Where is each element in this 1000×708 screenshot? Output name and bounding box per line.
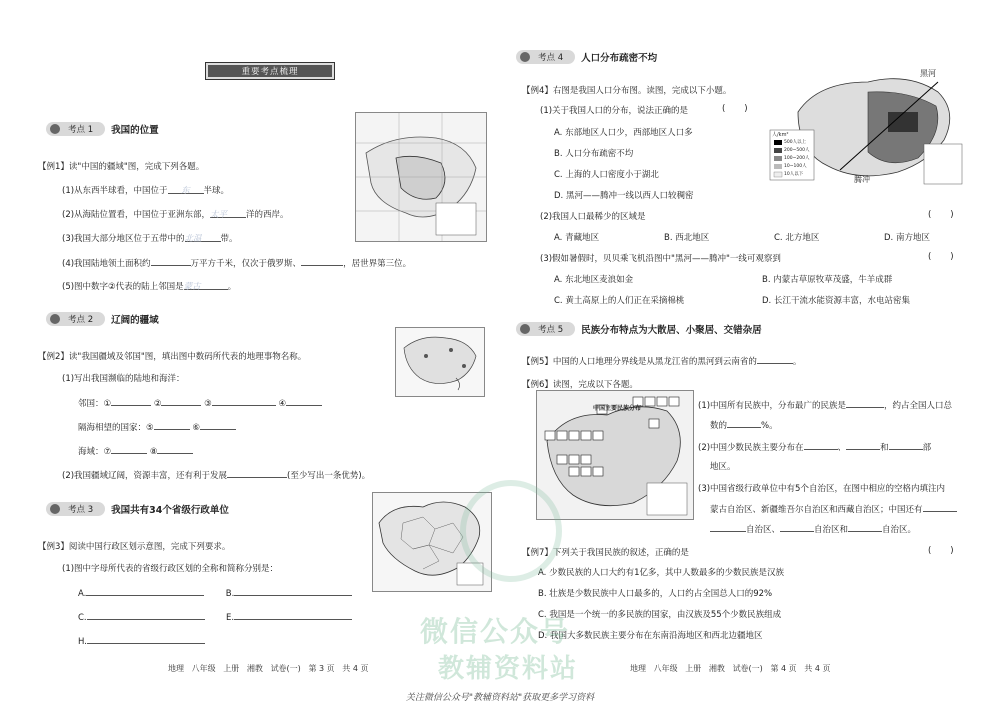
ex7-optD[interactable]: D. 我国大多数民族主要分布在东南沿海地区和西北边疆地区 xyxy=(538,631,763,641)
ex4-q3-optD[interactable]: D. 长江干流水能资源丰富，水电站密集 xyxy=(762,296,910,306)
ex6-q2-blank3[interactable] xyxy=(889,440,923,450)
ex4-q1: (1)关于我国人口的分布，说法正确的是 xyxy=(540,106,689,116)
ex6-q3-line3: 自治区、 自治区和 自治区。 xyxy=(710,522,916,535)
ex2-blank-7[interactable] xyxy=(111,444,147,454)
ex6-q3-blank3[interactable] xyxy=(780,522,814,532)
ex6-q3-line2: 蒙古自治区、新疆维吾尔自治区和西藏自治区；中国还有 xyxy=(710,502,957,515)
kp1-title: 我国的位置 xyxy=(111,125,159,136)
watermark-line2: 教辅资料站 xyxy=(438,654,579,684)
ex3-heading: 【例3】阅读中国行政区划示意图，完成下列要求。 xyxy=(38,542,231,552)
kp2-title: 辽阔的疆域 xyxy=(111,315,159,326)
kp3-title: 我国共有34个省级行政单位 xyxy=(111,505,229,516)
ex4-q3-optA[interactable]: A. 东北地区麦浪如金 xyxy=(554,275,634,285)
ex2-blank-3[interactable] xyxy=(212,396,276,406)
ex6-q2-blank2[interactable] xyxy=(846,440,880,450)
ex6-q2: (2)中国少数民族主要分布在 、 和 部 xyxy=(698,440,931,453)
kp2-label: 考点 2 xyxy=(46,312,105,326)
ex1-q4: (4)我国陆地领土面积约 万平方千米，仅次于俄罗斯、 ，居世界第三位。 xyxy=(62,256,411,269)
ex1-q3-blank[interactable]: 北温 xyxy=(185,232,221,242)
ex6-q1: (1)中国所有民族中，分布最广的民族是 ，约占全国人口总 xyxy=(698,398,952,411)
ex1-q4-blank1[interactable] xyxy=(151,256,191,266)
ex4-q2-optB[interactable]: B. 西北地区 xyxy=(664,233,710,243)
map-label-tengchong: 腾冲 xyxy=(854,175,870,184)
ex4-q1-paren[interactable]: ( ) xyxy=(722,104,748,114)
ex2-blank-8[interactable] xyxy=(157,444,193,454)
left-footer: 地理 八年级 上册 湘教 试卷(一) 第 3 页 共 4 页 xyxy=(168,664,369,673)
kp5-label: 考点 5 xyxy=(516,322,575,336)
ex4-q1-optB[interactable]: B. 人口分布疏密不均 xyxy=(554,149,634,159)
ex6-q3-blank1[interactable] xyxy=(923,502,957,512)
ex1-q5-blank[interactable]: 蒙古 xyxy=(184,280,228,290)
ex6-q3-blank4[interactable] xyxy=(848,522,882,532)
kp3-label: 考点 3 xyxy=(46,502,105,516)
ex2-q2-blank[interactable] xyxy=(227,468,287,478)
ex2-heading: 【例2】读"我国疆域及邻国"图，填出图中数码所代表的地理事物名称。 xyxy=(38,352,307,362)
kp4-title: 人口分布疏密不均 xyxy=(581,53,658,64)
ex4-q3-paren[interactable]: ( ) xyxy=(928,252,954,262)
ex3-q1: (1)图中字母所代表的省级行政区划的全称和简称分别是： xyxy=(62,564,279,574)
ex3-blank-H[interactable] xyxy=(87,634,205,644)
kp5-header xyxy=(516,322,762,336)
ex1-q4-blank2[interactable] xyxy=(301,256,343,266)
ex6-q2-cont: 地区。 xyxy=(710,462,736,472)
ex1-q1: (1)从东西半球看，中国位于 东 半球。 xyxy=(62,186,230,196)
ex4-q1-optC[interactable]: C. 上海的人口密度小于湖北 xyxy=(554,170,659,180)
ex7-heading: 【例7】下列关于我国民族的叙述，正确的是 xyxy=(522,548,689,558)
watermark-line1: 微信公众号 xyxy=(420,615,571,648)
ex4-q2-optC[interactable]: C. 北方地区 xyxy=(774,233,820,243)
ex1-heading: 【例1】读"中国的疆域"图，完成下列各题。 xyxy=(38,162,205,172)
kp4-header xyxy=(516,50,657,64)
population-map xyxy=(768,62,968,190)
ex4-heading: 【例4】右图是我国人口分布图。读图，完成以下小题。 xyxy=(522,86,732,96)
ex2-blank-6[interactable] xyxy=(200,420,236,430)
ex6-q3: (3)中国省级行政单位中有5个自治区，在图中相应的空格内填注内 xyxy=(698,484,945,494)
map-label-heihe: 黑河 xyxy=(920,69,936,78)
ex4-q1-optA[interactable]: A. 东部地区人口少，西部地区人口多 xyxy=(554,128,693,138)
kp5-title: 民族分布特点为大散居、小聚居、交错杂居 xyxy=(581,325,762,336)
ex3-row-AB: A. B. xyxy=(78,586,352,599)
ex3-blank-C[interactable] xyxy=(87,610,205,620)
ex4-q3-optB[interactable]: B. 内蒙古草原牧草茂盛，牛羊成群 xyxy=(762,275,893,285)
ex2-q2: (2)我国疆域辽阔，资源丰富，还有利于发展 (至少写出一条优势)。 xyxy=(62,468,370,481)
kp1-header xyxy=(46,122,159,136)
ex7-optB[interactable]: B. 壮族是少数民族中人口最多的，人口约占全国总人口的92% xyxy=(538,589,773,599)
ex7-paren[interactable]: ( ) xyxy=(928,546,954,556)
ethnic-map-title: 中国主要民族分布 xyxy=(593,405,642,412)
ex3-row-H: H. xyxy=(78,634,205,647)
kp2-header xyxy=(46,312,159,326)
right-footer: 地理 八年级 上册 湘教 试卷(一) 第 4 页 共 4 页 xyxy=(630,664,831,673)
ex5-heading: 【例5】中国的人口地理分界线是从黑龙江省的黑河到云南省的 。 xyxy=(522,354,801,367)
watermark-logo xyxy=(460,480,562,582)
ex2-blank-4[interactable] xyxy=(286,396,322,406)
ex2-q1: (1)写出我国濒临的陆地和海洋： xyxy=(62,374,185,384)
ex1-q5: (5)图中数字②代表的陆上邻国是蒙古 。 xyxy=(62,282,237,292)
ex2-neighbors-row: 邻国：① ② ③ ④ xyxy=(78,396,322,409)
section-banner: 重要考点梳理 xyxy=(205,62,335,80)
ex2-seas-row: 海域：⑦ ⑧ xyxy=(78,444,193,457)
ex1-q1-blank[interactable]: 东 xyxy=(168,184,204,194)
ex1-q2: (2)从海陆位置看，中国位于亚洲东部，太平 洋的西岸。 xyxy=(62,210,289,220)
china-neighbors-map xyxy=(395,327,485,397)
ex4-q3-optC[interactable]: C. 黄土高原上的人们正在采摘棉桃 xyxy=(554,296,685,306)
ex7-optC[interactable]: C. 我国是一个统一的多民族的国家，由汉族及55个少数民族组成 xyxy=(538,610,782,620)
ex4-q2: (2)我国人口最稀少的区域是 xyxy=(540,212,646,222)
ex4-q1-optD[interactable]: D. 黑河——腾冲一线以西人口较稠密 xyxy=(554,191,694,201)
ex6-q1-blank1[interactable] xyxy=(846,398,884,408)
ex5-blank[interactable] xyxy=(757,354,793,364)
kp4-label: 考点 4 xyxy=(516,50,575,64)
ex3-blank-A[interactable] xyxy=(86,586,204,596)
kp1-label: 考点 1 xyxy=(46,122,105,136)
legend-items: 500人以上 200~500人 100~200人 10~100人 10人以下 xyxy=(784,140,810,177)
ex3-blank-B[interactable] xyxy=(234,586,352,596)
ex2-blank-1[interactable] xyxy=(111,396,151,406)
kp3-header xyxy=(46,502,229,516)
legend-title: 人/km² xyxy=(772,132,789,138)
ex6-q1-blank2[interactable] xyxy=(727,418,761,428)
ex7-optA[interactable]: A. 少数民族的人口大约有1亿多，其中人数最多的少数民族是汉族 xyxy=(538,568,784,578)
ex2-blank-2[interactable] xyxy=(161,396,201,406)
ex4-q2-optD[interactable]: D. 南方地区 xyxy=(884,233,930,243)
right-page xyxy=(500,0,1000,708)
ex4-q3: (3)假如暑假时，贝贝乘飞机沿图中"黑河——腾冲"一线可观察到 xyxy=(540,254,781,264)
ex2-blank-5[interactable] xyxy=(154,420,190,430)
ex6-heading: 【例6】读图，完成以下各题。 xyxy=(522,380,638,390)
ex1-q2-blank[interactable]: 太平 xyxy=(210,208,246,218)
ex3-blank-E[interactable] xyxy=(234,610,352,620)
ex6-q2-blank1[interactable] xyxy=(804,440,838,450)
ex1-q3: (3)我国大部分地区位于五带中的北温 带。 xyxy=(62,234,238,244)
bottom-note: 关注微信公众号"教辅资料站"获取更多学习资料 xyxy=(405,693,595,703)
ex6-q1-cont: 数的 %。 xyxy=(710,418,778,431)
ex4-q2-paren[interactable]: ( ) xyxy=(928,210,954,220)
ex3-row-CE: C. E. xyxy=(78,610,352,623)
ex2-overseas-row: 隔海相望的国家：⑤ ⑥ xyxy=(78,420,236,433)
ex4-q2-optA[interactable]: A. 青藏地区 xyxy=(554,233,600,243)
ex6-q3-blank2[interactable] xyxy=(710,522,746,532)
ethnic-map xyxy=(536,390,694,520)
china-territory-map xyxy=(355,112,487,242)
